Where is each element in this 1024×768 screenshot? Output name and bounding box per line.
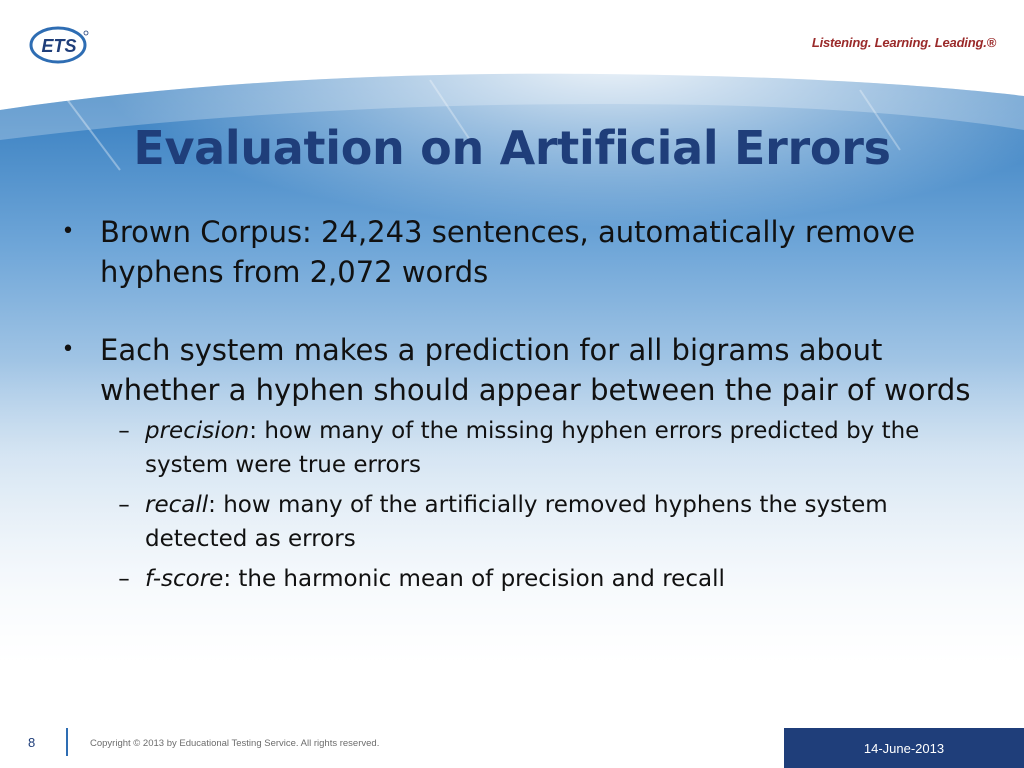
- definition-fscore: : the harmonic mean of precision and recall: [223, 566, 725, 592]
- copyright-text: Copyright © 2013 by Educational Testing Service. All rights reserved.: [90, 738, 380, 749]
- ets-logo-text: ETS: [41, 36, 77, 56]
- definition-precision: : how many of the missing hyphen errors predicted by the system were true errors: [145, 418, 920, 478]
- tagline: Listening. Learning. Leading.®: [811, 35, 996, 50]
- page-number: 8: [28, 735, 36, 750]
- term-fscore: f-score: [145, 566, 224, 592]
- ets-logo: [28, 24, 92, 66]
- dash-marker: –: [118, 418, 130, 444]
- bullet-dot: •: [61, 337, 75, 362]
- bullet-brown-corpus: [58, 212, 978, 292]
- term-precision: precision: [145, 418, 250, 444]
- presentation-date: 14-June-2013: [863, 740, 945, 756]
- slide-title: Evaluation on Artificial Errors: [133, 121, 891, 175]
- bullet-dot: •: [61, 219, 75, 244]
- footer-divider: [66, 728, 68, 756]
- slide-content: [58, 212, 978, 596]
- bullet-text: Each system makes a prediction for all bigrams about whether a hyphen should appear between the pair of words: [100, 333, 971, 407]
- dash-marker: –: [118, 566, 130, 592]
- sub-bullet-list: [58, 414, 978, 596]
- dash-marker: –: [118, 492, 130, 518]
- bullet-system-prediction: [58, 330, 978, 410]
- date-band: [784, 728, 1024, 768]
- bullet-text: Brown Corpus: 24,243 sentences, automatically remove hyphens from 2,072 words: [100, 215, 916, 289]
- sub-bullet-recall: [58, 488, 978, 556]
- definition-recall: : how many of the artificially removed hyphens the system detected as errors: [145, 492, 888, 552]
- sub-bullet-fscore: [58, 562, 978, 596]
- sub-bullet-precision: [58, 414, 978, 482]
- term-recall: recall: [145, 492, 209, 518]
